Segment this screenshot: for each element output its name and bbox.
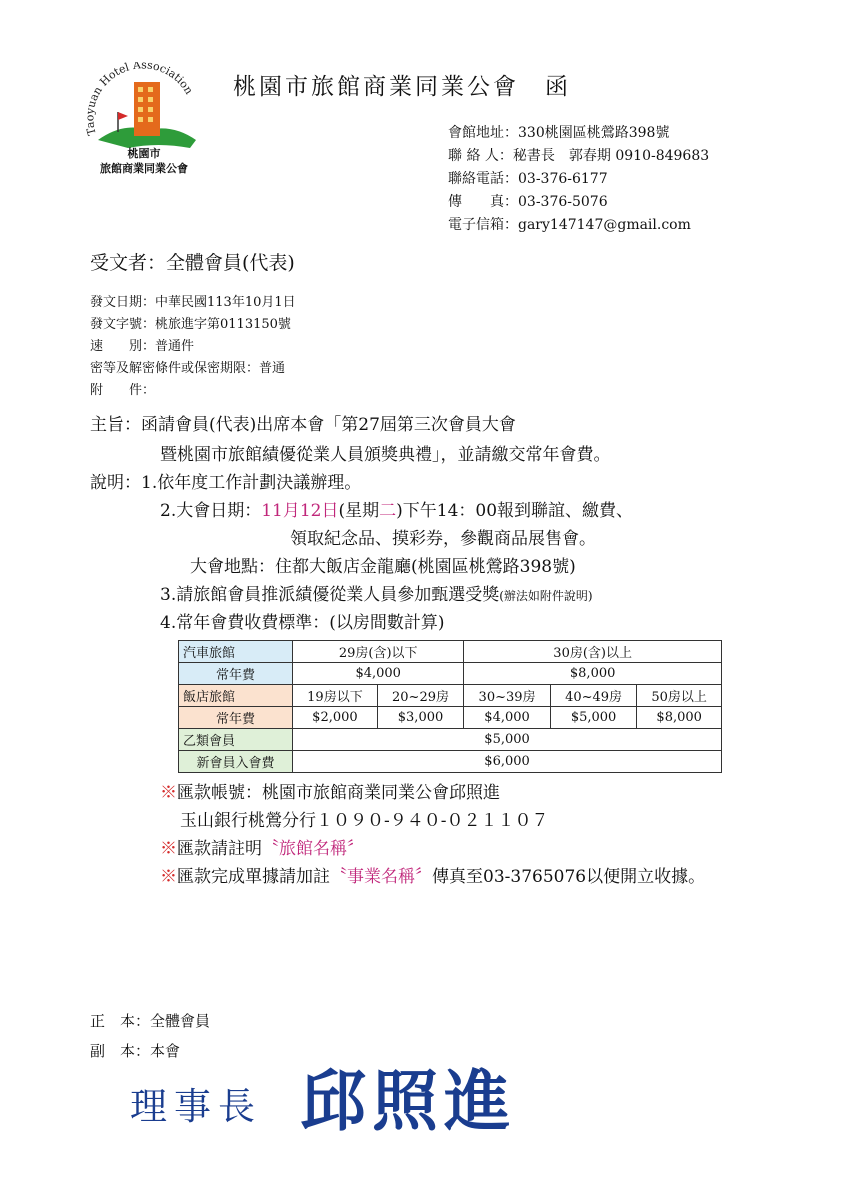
meeting-weekday: 二 — [379, 501, 397, 521]
issue-number: 發文字號：桃旅進字第0113150號 — [90, 317, 291, 332]
business-name-note: 〝事業名稱〞 — [330, 867, 432, 887]
motel-fee-1: $4,000 — [293, 663, 464, 685]
table-row — [179, 641, 722, 663]
meeting-time: )下午14：00報到聯誼、繳費、 — [396, 501, 634, 521]
table-row — [179, 685, 722, 707]
contact-email: 電子信箱：gary147147@gmail.com — [448, 217, 691, 233]
logo-org: 旅館商業同業公會 — [100, 162, 188, 175]
reference-mark-icon: ※ — [160, 867, 177, 887]
contact-block — [448, 122, 709, 237]
hotel-label: 飯店旅館 — [179, 685, 293, 707]
hotel-col: 50房以上 — [637, 685, 722, 707]
hotel-col: 19房以下 — [293, 685, 378, 707]
explain-item-3-text: 3.請旅館會員推派績優從業人員參加甄選受獎 — [160, 585, 500, 605]
contact-fax: 傳 真：03-376-5076 — [448, 194, 608, 210]
secrecy-level: 密等及解密條件或保密期限：普通 — [90, 361, 286, 376]
meeting-date-label: 2.大會日期： — [160, 501, 262, 521]
attachment: 附 件： — [90, 383, 156, 398]
explain-item-4: 4.常年會費收費標準：(以房間數計算) — [160, 613, 445, 633]
meeting-date: 11月12日 — [261, 501, 339, 521]
copy-recipient: 副 本：本會 — [90, 1042, 181, 1060]
hotel-col: 30~39房 — [464, 685, 551, 707]
remit-note-1-text: 匯款請註明 — [177, 839, 262, 859]
hotel-fee: $3,000 — [377, 707, 464, 729]
logo-arc-text: Taoyuan Hotel Association — [83, 62, 196, 137]
explain-item-3-note: (辦法如附件說明) — [499, 589, 593, 603]
hotel-annual-label: 常年費 — [179, 707, 293, 729]
logo-city: 桃園市 — [127, 147, 161, 160]
remit-fax-instruction: 傳真至03-3765076以便開立收據。 — [432, 867, 706, 887]
hotel-fee: $4,000 — [464, 707, 551, 729]
remit-account-text: 匯款帳號：桃園市旅館商業同業公會邱照進 — [177, 783, 500, 803]
hotel-col: 40~49房 — [550, 685, 637, 707]
fee-table — [178, 640, 722, 773]
recipient: 受文者：全體會員(代表) — [90, 252, 295, 274]
hotel-fee: $8,000 — [637, 707, 722, 729]
subject-line-1: 主旨：函請會員(代表)出席本會「第27屆第三次會員大會 — [90, 415, 516, 435]
class-b-fee: $5,000 — [293, 729, 722, 751]
remit-note-2 — [160, 862, 705, 887]
issue-date: 發文日期：中華民國113年10月1日 — [90, 295, 296, 310]
chairman-signature: 邱照進 — [300, 1063, 516, 1140]
reference-mark-icon: ※ — [160, 783, 177, 803]
motel-annual-label: 常年費 — [179, 663, 293, 685]
meeting-venue: 大會地點：住都大飯店金龍廳(桃園區桃鶯路398號) — [190, 557, 576, 577]
reference-mark-icon: ※ — [160, 839, 177, 859]
subject-line-2: 暨桃園市旅館績優從業人員頒獎典禮」，並請繳交常年會費。 — [160, 445, 611, 465]
hotel-building-logo-icon — [78, 62, 208, 152]
motel-label: 汽車旅館 — [179, 641, 293, 663]
remit-bank: 玉山銀行桃鶯分行１０９０-９４０-０２１１０７ — [180, 811, 549, 831]
new-member-label: 新會員入會費 — [179, 751, 293, 773]
table-row — [179, 707, 722, 729]
hotel-fee: $2,000 — [293, 707, 378, 729]
document-meta — [90, 292, 296, 402]
weekday-open: (星期 — [338, 501, 380, 521]
chairman-title: 理事長 — [130, 1085, 262, 1128]
table-row — [179, 729, 722, 751]
explain-item-3 — [160, 580, 593, 605]
contact-address: 會館地址：330桃園區桃鶯路398號 — [448, 125, 670, 141]
remit-account — [160, 778, 500, 803]
explain-item-1: 說明：1.依年度工作計劃決議辦理。 — [90, 473, 362, 493]
hotel-col: 20~29房 — [377, 685, 464, 707]
remit-note-2-text: 匯款完成單據請加註 — [177, 867, 330, 887]
document-title: 桃園市旅館商業同業公會 函 — [233, 74, 571, 100]
new-member-fee: $6,000 — [293, 751, 722, 773]
delivery-speed: 速 別：普通件 — [90, 339, 195, 354]
remit-note-1 — [160, 834, 364, 859]
motel-col-1: 29房(含)以下 — [293, 641, 464, 663]
contact-person: 聯 絡 人：秘書長 郭春期 0910-849683 — [448, 148, 710, 164]
contact-phone: 聯絡電話：03-376-6177 — [448, 171, 608, 187]
logo-text — [88, 146, 200, 176]
motel-fee-2: $8,000 — [464, 663, 722, 685]
hotel-fee: $5,000 — [550, 707, 637, 729]
original-recipient: 正 本：全體會員 — [90, 1012, 211, 1030]
class-b-label: 乙類會員 — [179, 729, 293, 751]
explain-item-2-line-2: 領取紀念品、摸彩券，參觀商品展售會。 — [290, 529, 596, 549]
table-row — [179, 663, 722, 685]
motel-col-2: 30房(含)以上 — [464, 641, 722, 663]
explain-item-2 — [160, 496, 633, 521]
hotel-name-note: 〝旅館名稱〞 — [262, 839, 364, 859]
table-row — [179, 751, 722, 773]
